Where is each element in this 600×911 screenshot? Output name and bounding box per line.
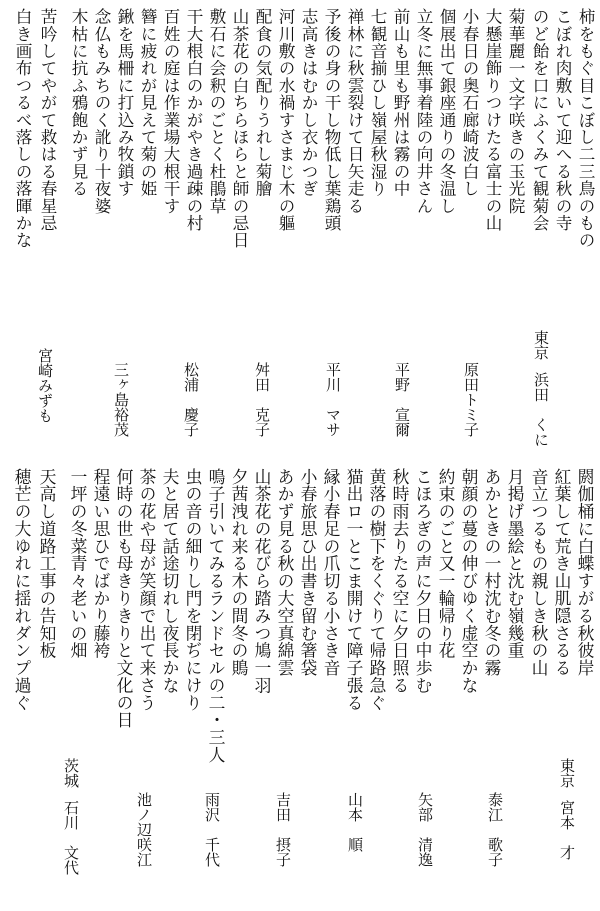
author-signature — [251, 362, 273, 437]
haiku-verse: 志高きはむかし衣かつぎ — [299, 8, 318, 198]
author-signature — [530, 330, 552, 447]
haiku-verse: 個展出て銀座通りの冬温し — [437, 8, 456, 215]
haiku-verse: 茶の花や母が笑顔で出て来さう — [137, 468, 157, 712]
author-name: 石川 文代 — [62, 800, 80, 875]
haiku-verse: 一坪の冬菜青々老いの畑 — [68, 468, 88, 660]
author-name: 吉田 摂子 — [274, 792, 292, 867]
author-name: 平野 宣爾 — [393, 362, 411, 437]
haiku-verse: 虫の音の細りし門を閉ぢにけり — [183, 468, 203, 712]
author-name: 原田トミ子 — [462, 362, 480, 437]
author-name: 矢部 清逸 — [416, 792, 434, 867]
haiku-verse: 何時の世も母きりきりと文化の日 — [114, 468, 134, 729]
haiku-verse: 秋時雨去りたる空に夕日照る — [390, 468, 410, 695]
author-location: 茨城 — [62, 758, 80, 788]
haiku-verse: 音立つるもの親しき秋の山 — [529, 468, 549, 677]
haiku-verse: 夕茜洩れ来る木の間冬の鵙 — [229, 468, 249, 677]
haiku-verse: 木枯に抗ふ鴉飽かず見る — [69, 8, 88, 198]
haiku-verse: 朝顔の蔓の伸びゆく虚空かな — [459, 468, 479, 695]
author-name: 山本 順 — [346, 792, 364, 852]
haiku-verse: 約束のごと又一輪帰り花 — [436, 468, 456, 660]
author-signature — [133, 792, 155, 867]
author-signature — [34, 348, 56, 423]
haiku-verse: 配食の気配りうれし菊膾 — [253, 8, 272, 198]
haiku-verse: 百姓の庭は作業場大根干す — [161, 8, 180, 215]
author-name: 雨沢 千代 — [203, 792, 221, 867]
author-name: 池ノ辺咲江 — [135, 792, 153, 867]
haiku-verse: こほろぎの声に夕日の中歩む — [413, 468, 433, 695]
haiku-verse: 七観音揃ひし嶺屋秋湿り — [368, 8, 387, 198]
author-name: 三ヶ島裕茂 — [112, 362, 130, 437]
author-name: 舛田 克子 — [253, 362, 271, 437]
author-location: 東京 — [532, 330, 550, 360]
haiku-block-bottom — [0, 462, 600, 911]
haiku-verse: 鍬を馬柵に打込み牧鎖す — [115, 8, 134, 198]
author-name: 松浦 慶子 — [182, 362, 200, 437]
haiku-verse: 禅林に秋雲裂けて日矢走る — [345, 8, 364, 215]
author-signature — [60, 758, 82, 875]
haiku-verse: 小春旅思ひ出書き留む箸袋 — [298, 468, 318, 677]
haiku-verse: 穂芒の大ゆれに揺れダンプ過ぐ — [12, 468, 32, 712]
haiku-verse: 白き画布つるべ落しの落暉かな — [13, 8, 32, 249]
haiku-verse: 山茶花の白ちらほらと師の忌日 — [230, 8, 249, 249]
haiku-verse: 河川敷の水禍すさまじ木の軀 — [276, 8, 295, 232]
author-signature — [391, 362, 413, 437]
author-signature — [272, 792, 294, 867]
haiku-verse: 黄落の樹下をくぐりて帰路急ぐ — [367, 468, 387, 712]
haiku-verse: 念仏もみちのく訛り十夜婆 — [92, 8, 111, 215]
haiku-verse: 月掲げ墨絵と沈む嶺幾重 — [505, 468, 525, 660]
haiku-verse: 夫と居て話途切れし夜長かな — [160, 468, 180, 695]
author-signature — [322, 362, 344, 437]
haiku-verse: 大懸崖飾りつけたる富士の山 — [483, 8, 502, 232]
author-signature — [110, 362, 132, 437]
author-name: 泰江 歌子 — [486, 792, 504, 867]
author-signature — [344, 792, 366, 852]
haiku-verse: 閼伽桶に白蝶すがる秋彼岸 — [575, 468, 595, 677]
haiku-verse: 紅葉して荒き山肌隠さるる — [552, 468, 572, 677]
haiku-verse: 程遠い思ひでばかり藤袴 — [91, 468, 111, 660]
haiku-verse: 猫出ロ一とこま開けて障子張る — [344, 468, 364, 712]
haiku-verse: 干大根白のかがやき過疎の村 — [184, 8, 203, 232]
author-name: 浜田 くに — [532, 372, 550, 447]
haiku-verse: 前山も里も野州は霧の中 — [391, 8, 410, 198]
author-name: 平川 マサ — [324, 362, 342, 437]
haiku-verse: 縁小春足の爪切る小さき音 — [321, 468, 341, 677]
haiku-verse: あかときの一村沈む冬の霧 — [482, 468, 502, 677]
verse-column — [8, 462, 38, 911]
haiku-verse: こぼれ肉敷いて迎へる秋の寺 — [553, 8, 572, 232]
verse-column — [64, 0, 94, 460]
haiku-verse: 予後の身の干し物低し葉鶏頭 — [322, 8, 341, 232]
author-signature — [201, 792, 223, 867]
haiku-verse: 苦吟してやがて救はる春星忌 — [38, 8, 57, 232]
haiku-verse: 簪に疲れが見えて菊の姫 — [138, 8, 157, 198]
author-signature — [484, 792, 506, 867]
haiku-verse: のど飴を口にふくみて観菊会 — [530, 8, 549, 232]
haiku-verse: あかず見る秋の大空真綿雲 — [275, 468, 295, 677]
author-signature — [180, 362, 202, 437]
author-name: 宮崎みずも — [36, 348, 54, 423]
author-signature — [556, 758, 578, 860]
author-name: 宮本 才 — [558, 800, 576, 860]
author-signature — [414, 792, 436, 867]
haiku-verse: 小春日の奥石廊崎波白し — [460, 8, 479, 198]
haiku-verse: 山茶花の花びら踏みつ鳩一羽 — [252, 468, 272, 695]
haiku-verse: 天高し道路工事の告知板 — [37, 468, 57, 660]
author-signature — [460, 362, 482, 437]
haiku-verse: 柿をもぐ目こぼし二三鳥のもの — [576, 8, 595, 249]
haiku-verse: 立冬に無事着陸の向井さん — [414, 8, 433, 215]
haiku-verse: 敷石に会釈のごとく杜鵑草 — [207, 8, 226, 215]
author-location: 東京 — [558, 758, 576, 788]
haiku-verse: 菊華麗一文字咲きの玉光院 — [506, 8, 525, 215]
haiku-verse: 鳴子引いてみるランドセルの二・三人 — [206, 468, 226, 764]
